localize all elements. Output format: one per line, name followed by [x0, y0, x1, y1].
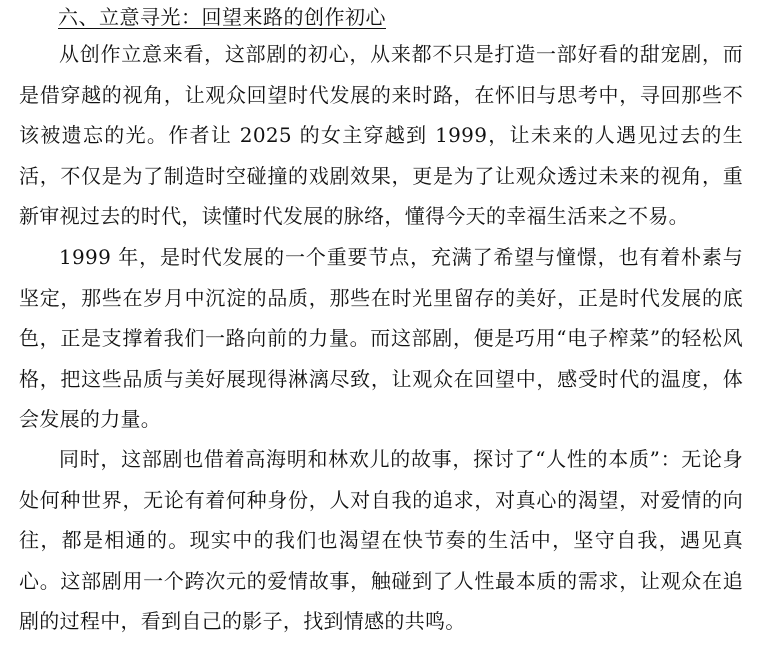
- paragraph-creative-intent: 从创作立意来看，这部剧的初心，从来都不只是打造一部好看的甜宠剧，而是借穿越的视角，让观众回望时代发展的来时路，在怀旧与思考中，寻回那些不该被遗忘的光。作者让 2025 的女主穿越到 1999，让未来的人遇见过去的生活，不仅是为了制造时空碰撞的戏剧效果，更是为了让观众透过未来的视角，重新审视过去的时代，读懂时代发展的脉络，懂得今天的幸福生活来之不易。: [19, 42, 743, 228]
- paragraph-human-nature: 同时，这部剧也借着高海明和林欢儿的故事，探讨了“人性的本质”：无论身处何种世界，无论有着何种身份，人对自我的追求，对真心的渴望，对爱情的向往，都是相通的。现实中的我们也渴望在快节奏的生活中，坚守自我，遇见真心。这部剧用一个跨次元的爱情故事，触碰到了人性最本质的需求，让观众在追剧的过程中，看到自己的影子，找到情感的共鸣。: [19, 447, 743, 633]
- paragraph-year-1999: 1999 年，是时代发展的一个重要节点，充满了希望与憧憬，也有着朴素与坚定，那些在岁月中沉淀的品质，那些在时光里留存的美好，正是时代发展的底色，正是支撑着我们一路向前的力量。而这部剧，便是巧用“电子榨菜”的轻松风格，把这些品质与美好展现得淋漓尽致，让观众在回望中，感受时代的温度，体会发展的力量。: [19, 245, 743, 431]
- section-heading: 六、立意寻光：回望来路的创作初心: [58, 5, 386, 29]
